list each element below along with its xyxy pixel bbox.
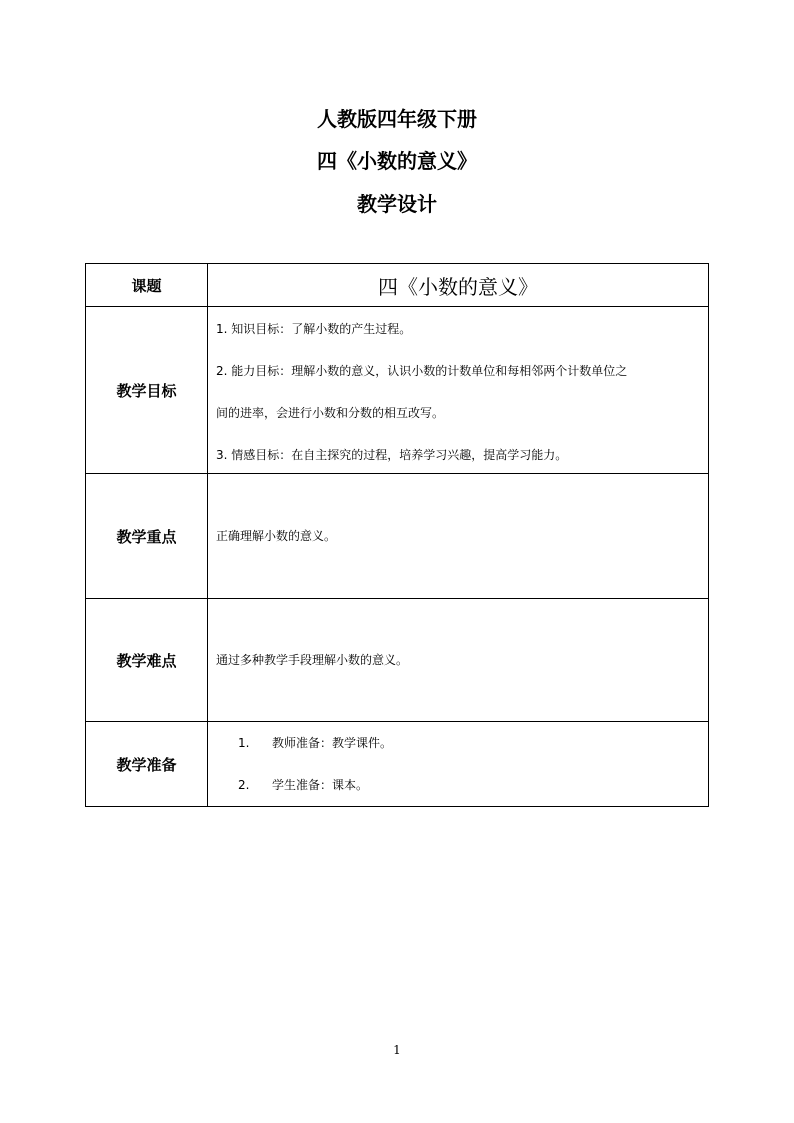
difficulties-label: 教学难点	[86, 599, 208, 722]
goal-item-1: 1. 知识目标：了解小数的产生过程。	[216, 322, 412, 336]
topic-label: 课题	[86, 264, 208, 307]
goal-item-2: 2. 能力目标：理解小数的意义，认识小数的计数单位和每相邻两个计数单位之	[216, 364, 628, 378]
difficulties-value: 通过多种教学手段理解小数的意义。	[208, 599, 709, 722]
goal-item-2-continued: 间的进率，会进行小数和分数的相互改写。	[216, 406, 445, 420]
preparation-content	[208, 722, 709, 807]
preparation-item-2	[216, 777, 702, 793]
table-row-goals	[86, 307, 709, 474]
lesson-plan-table	[85, 263, 709, 807]
topic-value: 四《小数的意义》	[208, 264, 709, 307]
document-title-line-1: 人教版四年级下册	[317, 107, 477, 131]
preparation-item-2-text: 学生准备：课本。	[272, 778, 369, 792]
goals-content	[208, 307, 709, 474]
goal-item-3: 3. 情感目标：在自主探究的过程，培养学习兴趣，提高学习能力。	[216, 448, 568, 462]
page-number: 1	[393, 1043, 401, 1057]
table-row-key-points	[86, 474, 709, 599]
key-points-label: 教学重点	[86, 474, 208, 599]
document-title-line-2: 四《小数的意义》	[317, 149, 477, 173]
table-row-preparation	[86, 722, 709, 807]
preparation-item-2-number: 2.	[238, 778, 250, 792]
preparation-item-1	[216, 735, 702, 751]
document-title-line-3: 教学设计	[357, 192, 437, 216]
table-row-difficulties	[86, 599, 709, 722]
key-points-value: 正确理解小数的意义。	[208, 474, 709, 599]
preparation-label: 教学准备	[86, 722, 208, 807]
preparation-item-1-text: 教师准备：教学课件。	[272, 736, 393, 750]
goals-label: 教学目标	[86, 307, 208, 474]
preparation-item-1-number: 1.	[238, 736, 250, 750]
table-row-topic	[86, 264, 709, 307]
